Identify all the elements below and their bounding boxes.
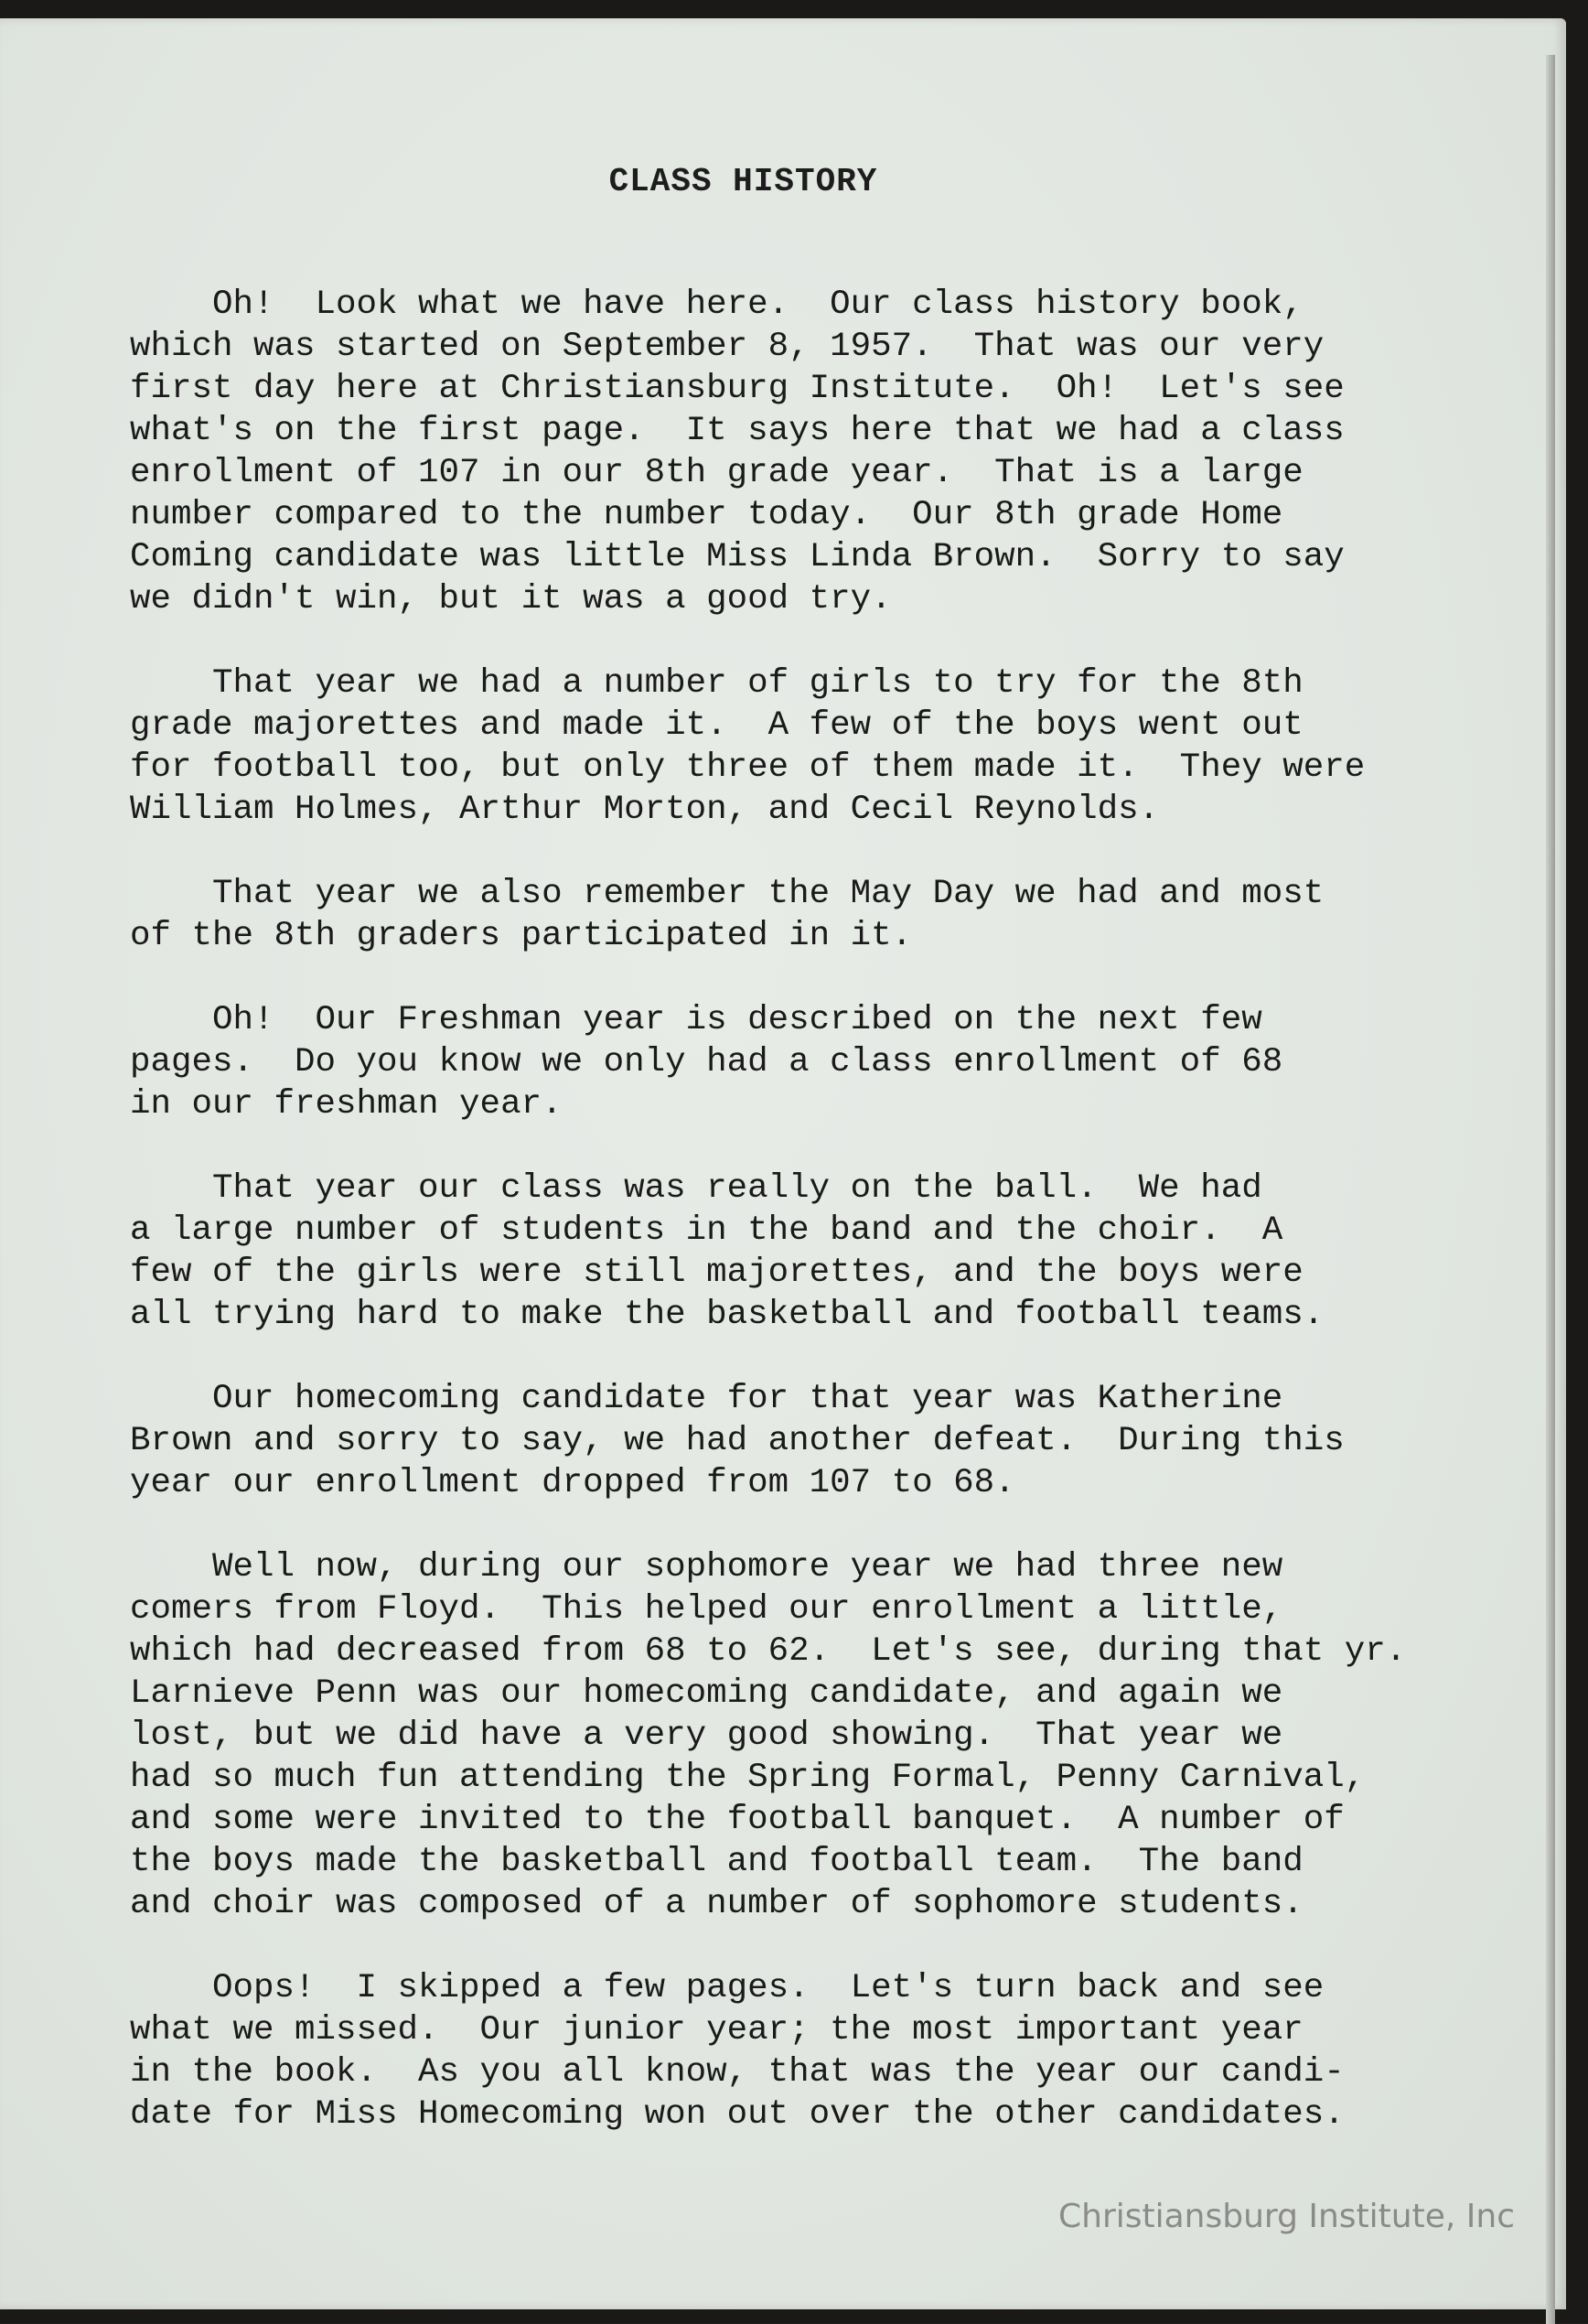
paragraph-3 [130, 873, 1511, 957]
text-line: Oops! I skipped a few pages. Let's turn back and see [130, 1969, 1325, 2007]
text-line: That year we also remember the May Day we had and most [130, 875, 1325, 913]
text-line: and choir was composed of a number of sophomore students. [130, 1885, 1304, 1923]
text-line: grade majorettes and made it. A few of the boys went out [130, 706, 1304, 745]
text-line: a large number of students in the band and the choir. A [130, 1211, 1283, 1250]
text-line: William Holmes, Arthur Morton, and Cecil Reynolds. [130, 791, 1160, 829]
text-line: lost, but we did have a very good showing. That year we [130, 1716, 1283, 1755]
text-line: comers from Floyd. This helped our enrollment a little, [130, 1590, 1283, 1629]
text-line: the boys made the basketball and football team. The band [130, 1843, 1304, 1881]
text-line: enrollment of 107 in our 8th grade year. That is a large [130, 454, 1304, 492]
text-line: Larnieve Penn was our homecoming candidate, and again we [130, 1674, 1283, 1713]
text-line: number compared to the number today. Our 8th grade Home [130, 496, 1283, 534]
text-line: first day here at Christiansburg Institute. Oh! Let's see [130, 370, 1345, 408]
text-line: date for Miss Homecoming won out over the other candidates. [130, 2095, 1345, 2134]
text-line: what's on the first page. It says here that we had a class [130, 412, 1345, 450]
text-line: Well now, during our sophomore year we had three new [130, 1548, 1283, 1587]
text-line: Oh! Look what we have here. Our class history book, [130, 285, 1304, 324]
text-line: That year our class was really on the ball. We had [130, 1169, 1262, 1208]
text-line: That year we had a number of girls to try for the 8th [130, 664, 1304, 703]
text-line: which had decreased from 68 to 62. Let's see, during that yr. [130, 1632, 1407, 1671]
paragraph-2 [130, 662, 1511, 831]
text-line: in our freshman year. [130, 1085, 563, 1124]
text-line: Coming candidate was little Miss Linda Brown. Sorry to say [130, 538, 1345, 576]
text-line: few of the girls were still majorettes, and the boys were [130, 1253, 1304, 1292]
text-line: of the 8th graders participated in it. [130, 917, 913, 955]
text-line: pages. Do you know we only had a class enrollment of 68 [130, 1043, 1283, 1081]
text-line: we didn't win, but it was a good try. [130, 580, 892, 619]
text-line: Oh! Our Freshman year is described on the next few [130, 1001, 1262, 1039]
paragraph-7 [130, 1546, 1511, 1925]
paragraph-5 [130, 1167, 1511, 1336]
text-line: in the book. As you all know, that was the year our candi- [130, 2053, 1345, 2092]
page-edge [1546, 55, 1555, 2324]
paragraph-4 [130, 999, 1511, 1125]
text-line: and some were invited to the football banquet. A number of [130, 1801, 1345, 1839]
text-line: year our enrollment dropped from 107 to 68. [130, 1464, 1015, 1502]
paragraph-8 [130, 1967, 1511, 2136]
text-line: Our homecoming candidate for that year was Katherine [130, 1380, 1283, 1418]
watermark: Christiansburg Institute, Inc [1057, 2198, 1515, 2235]
paragraph-1 [130, 284, 1511, 620]
text-line: which was started on September 8, 1957. That was our very [130, 328, 1325, 366]
paragraph-6 [130, 1378, 1511, 1504]
text-line: what we missed. Our junior year; the most important year [130, 2011, 1304, 2050]
text-line: had so much fun attending the Spring Formal, Penny Carnival, [130, 1759, 1366, 1797]
page-title: CLASS HISTORY [608, 163, 878, 200]
text-line: all trying hard to make the basketball and football teams. [130, 1296, 1325, 1334]
document-body [130, 284, 1511, 2178]
text-line: for football too, but only three of them made it. They were [130, 748, 1366, 787]
text-line: Brown and sorry to say, we had another defeat. During this [130, 1422, 1345, 1460]
